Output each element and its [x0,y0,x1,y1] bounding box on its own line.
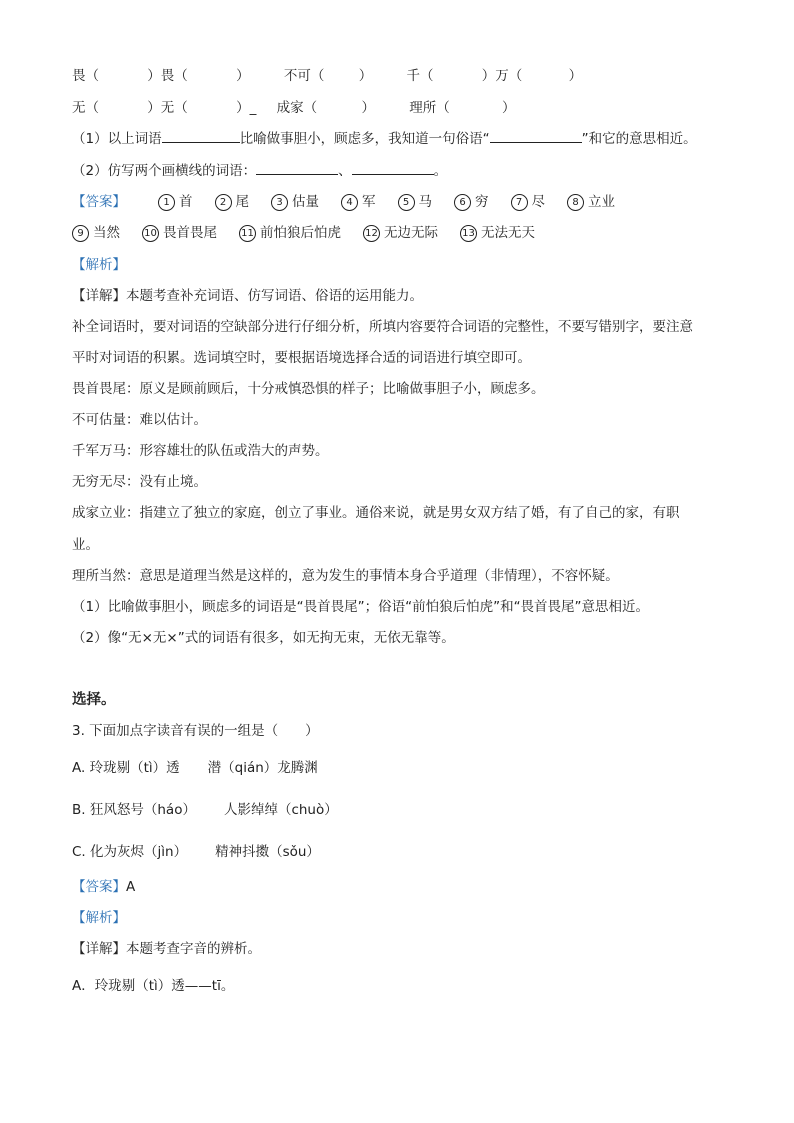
answer-item [72,222,120,244]
circled-number: 3 [271,194,288,211]
circled-number: 2 [215,194,232,211]
option-label: C. [72,844,86,860]
analysis-line: 平时对词语的积累。选词填空时，要根据语境选择合适的词语进行填空即可。 [72,350,531,366]
answer-label: 【答案】 [72,194,126,210]
answer-text: 前怕狼后怕虎 [260,225,341,241]
answer-blank [256,160,338,175]
circled-number: 9 [72,225,89,242]
circled-number: 11 [239,225,256,242]
answer-item [398,191,433,213]
option-a[interactable] [72,757,732,779]
circled-number: 10 [142,225,159,242]
q2-end: 。 [433,163,448,179]
option-word: 化为灰烬（jìn） [90,844,188,860]
answer-item [511,191,546,213]
answer-text: 立业 [588,194,615,210]
answer-blank [352,160,434,175]
detail-2: 【详解】本题考查字音的辨析。 [72,941,261,957]
analysis-line: 【详解】本题考查补充词语、仿写词语、俗语的运用能力。 [72,288,423,304]
fill-text: ）_ [236,100,257,116]
option-word: 精神抖擞（sǒu） [215,844,320,860]
analysis-line: 千军万马：形容雄壮的队伍或浩大的声势。 [72,443,329,459]
analysis-line: 不可估量：难以估计。 [72,412,207,428]
circled-number: 5 [398,194,415,211]
option-word: 人影绰绰（chuò） [223,802,338,818]
answer-item [215,191,250,213]
answer-item [567,191,615,213]
circled-number: 1 [158,194,175,211]
fill-text: ）万（ [481,68,523,84]
option-b[interactable] [72,799,732,821]
analysis-line: 畏首畏尾：原义是顾前顾后，十分戒慎恐惧的样子；比喻做事胆子小，顾虑多。 [72,381,545,397]
fill-text: 千（ [406,68,434,84]
analysis-line: 补全词语时，要对词语的空缺部分进行仔细分析，所填内容要符合词语的完整性，不要写错别字，要注意 [72,319,693,335]
fill-text: 无（ [72,100,99,116]
fill-text: ）畏（ [147,68,188,84]
option-word: 玲珑剔（tì）透 [89,760,180,776]
answer-text: 穷 [475,194,489,210]
question-1 [72,128,732,150]
answer-item [454,191,489,213]
fill-row-1 [72,65,732,87]
fill-text: 不可（ [283,68,325,84]
circled-number: 6 [454,194,471,211]
circled-number: 8 [567,194,584,211]
fill-text: ） [358,68,373,84]
analysis-label-2: 【解析】 [72,910,126,926]
question-3: 3. 下面加点字读音有误的一组是（ ） [72,723,319,739]
circled-number: 7 [511,194,528,211]
analysis-line: （1）比喻做事胆小，顾虑多的词语是“畏首畏尾”；俗语“前怕狼后怕虎”和“畏首畏尾”意思相近。 [72,599,650,615]
answer-item [341,191,376,213]
circled-number: 13 [460,225,477,242]
analysis-line: 无穷无尽：没有止境。 [72,474,207,490]
analysis-line: 业。 [72,537,99,553]
section-title: 选择。 [72,692,116,708]
answer-text: 首 [179,194,193,210]
q1-text: ”和它的意思相近。 [581,131,697,147]
q1-text: 比喻做事胆小，顾虑多，我知道一句俗语“ [239,131,490,147]
answer-item [158,191,193,213]
analysis-line: 成家立业：指建立了独立的家庭，创立了事业。通俗来说，就是男女双方结了婚，有了自己的家，有职 [72,505,680,521]
q2-text: （2）仿写两个画横线的词语： [72,163,257,179]
fill-row-2 [72,97,732,119]
answer-text: 无边无际 [384,225,438,241]
fill-text: ） [568,68,583,84]
fill-text: 理所（ [409,100,450,116]
analysis-line: 理所当然：意思是道理当然是这样的，意为发生的事情本身合乎道理（非情理），不容怀疑。 [72,568,619,584]
answer-row-2 [72,222,732,244]
answer-blank [162,128,240,143]
option-c[interactable] [72,841,732,863]
answer-item [239,222,341,244]
option-label: A. [72,760,86,776]
answer-item [460,222,535,244]
answer-item [363,222,438,244]
answer-item [142,222,217,244]
fill-text: ） [502,100,516,116]
analysis-label: 【解析】 [72,257,126,273]
answer-text: 马 [418,194,432,210]
answer-text: 无法无天 [481,225,535,241]
answer-text: 尾 [235,194,249,210]
fill-text: ） [236,68,250,84]
answer-label: 【答案】 [72,879,126,895]
answer-text: 畏首畏尾 [163,225,217,241]
answer-text: 当然 [93,225,120,241]
answer-value: A [126,879,136,895]
fill-text: ） [361,100,375,116]
fill-text: ）无（ [147,100,188,116]
circled-number: 12 [363,225,380,242]
answer-text: 军 [362,194,376,210]
detail-2-a: A．玲珑剔（tì）透——tī。 [72,978,235,994]
answer-text: 估量 [292,194,319,210]
answer-2 [72,876,732,898]
analysis-line: （2）像“无×无×”式的词语有很多，如无拘无束，无依无靠等。 [72,630,455,646]
fill-text: 畏（ [72,68,99,84]
answer-row-1 [72,191,732,213]
circled-number: 4 [341,194,358,211]
q1-text: （1）以上词语 [72,131,162,147]
q2-sep: 、 [338,163,352,179]
answer-text: 尽 [531,194,545,210]
answer-item [271,191,319,213]
answer-blank [490,128,582,143]
option-label: B. [72,802,86,818]
option-word: 潜（qián）龙腾渊 [207,760,318,776]
question-2 [72,160,732,182]
fill-text: 成家（ [276,100,318,116]
option-word: 狂风怒号（háo） [89,802,196,818]
